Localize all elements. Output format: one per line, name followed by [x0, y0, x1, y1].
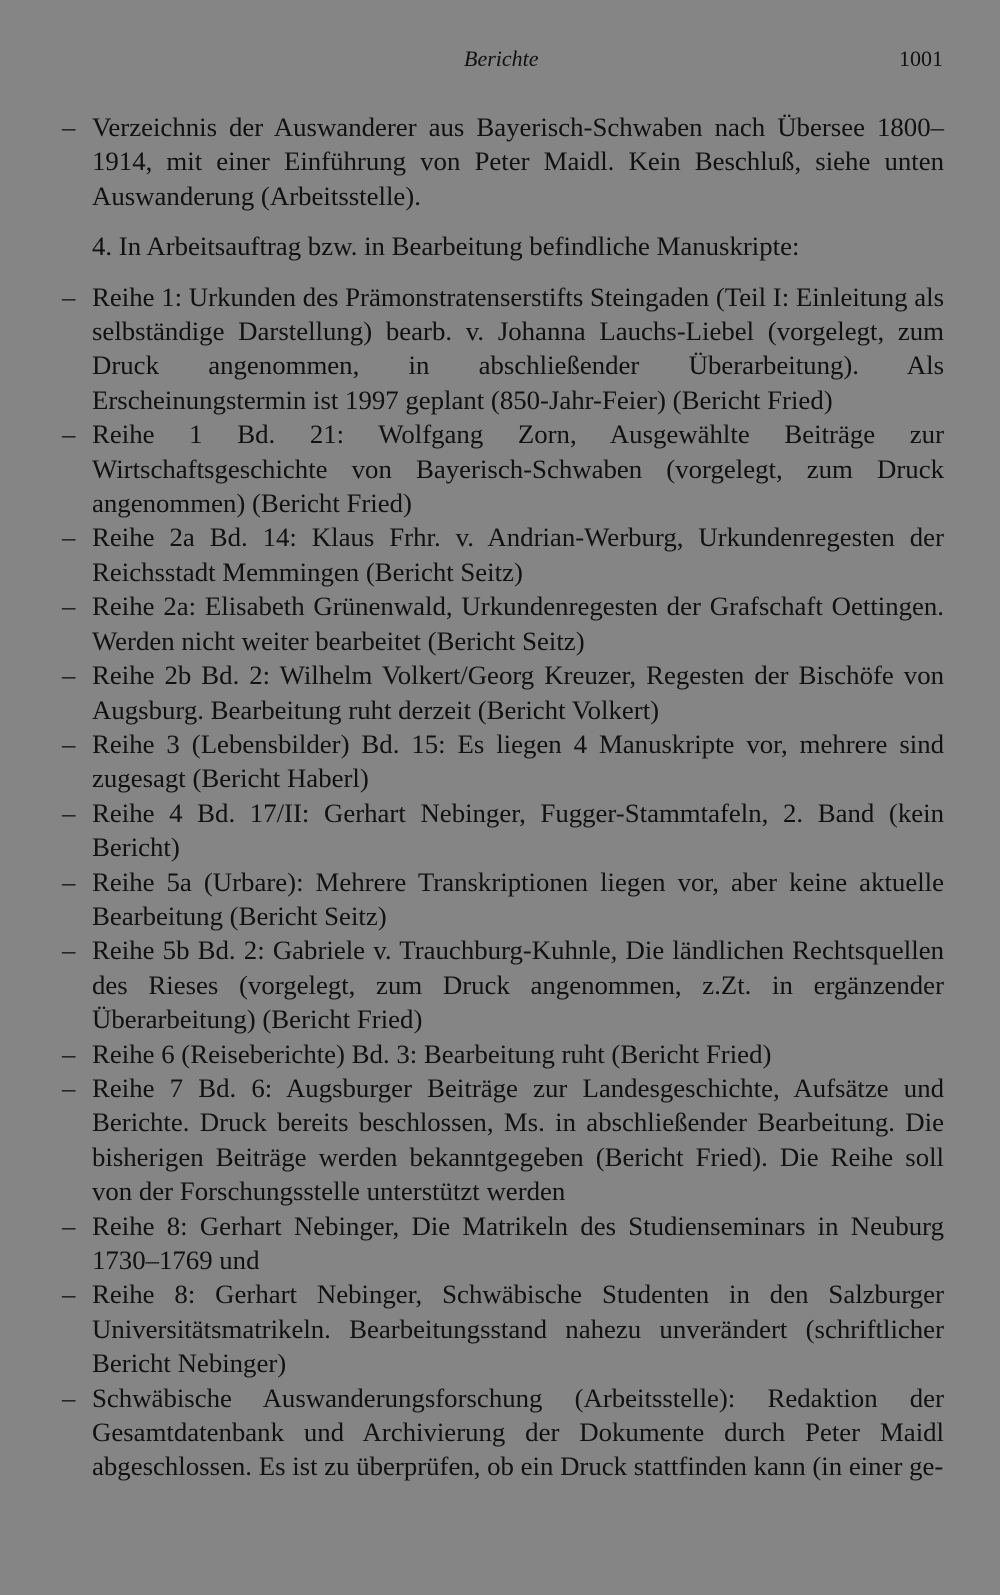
list-item-text: Reihe 2b Bd. 2: Wilhelm Volkert/Georg Kreuzer, Regesten der Bischöfe von Augsburg. Bearbeitung ruht derzeit (Bericht Volkert): [92, 660, 944, 725]
list-item: [60, 1381, 944, 1484]
document-body: [60, 110, 944, 1484]
dash-marker: –: [62, 419, 76, 450]
list-item-text: Schwäbische Auswanderungsforschung (Arbeitsstelle): Redaktion der Gesamtdatenbank und Archivierung der Dokumente durch Peter Maidl abgeschlossen. Es ist zu überprüfen, ob ein Druck stattfinden kann (in einer ge-: [92, 1382, 944, 1482]
dash-marker: –: [62, 797, 76, 828]
list-item: [60, 865, 944, 934]
page-number: 1001: [899, 46, 943, 71]
dash-marker: –: [62, 522, 76, 553]
list-item-auswanderer-verzeichnis: [60, 110, 944, 213]
section-heading: 4. In Arbeitsauftrag bzw. in Bearbeitung befindliche Manuskripte:: [92, 231, 800, 262]
list-item-text: Reihe 1: Urkunden des Prämonstratenserstifts Steingaden (Teil I: Einleitung als selbständige Darstellung) bearb. v. Johanna Lauchs-Liebel (vorgelegt, zum Druck angenommen, in abschließender Überarbeitung). Als Erscheinungstermin ist 1997 geplant (850-Jahr-Feier) (Bericht Fried): [92, 281, 944, 415]
list-item-text: Reihe 2a: Elisabeth Grünenwald, Urkundenregesten der Grafschaft Oettingen. Werden nicht weiter bearbeitet (Bericht Seitz): [92, 591, 944, 656]
list-item: [60, 1209, 944, 1278]
list-item-text: Reihe 5a (Urbare): Mehrere Transkriptionen liegen vor, aber keine aktuelle Bearbeitung (Bericht Seitz): [92, 866, 944, 931]
list-item-text: Reihe 8: Gerhart Nebinger, Schwäbische Studenten in den Salzburger Universitätsmatrikeln. Bearbeitungsstand nahezu unverändert (schriftlicher Bericht Nebinger): [92, 1279, 944, 1379]
list-item: [60, 727, 944, 796]
dash-marker: –: [62, 1072, 76, 1103]
dash-marker: –: [62, 112, 76, 142]
dash-marker: –: [62, 1279, 76, 1310]
list-item: [60, 1037, 944, 1071]
dash-marker: –: [62, 1210, 76, 1241]
list-item: [60, 520, 944, 589]
list-item-text: Reihe 3 (Lebensbilder) Bd. 15: Es liegen 4 Manuskripte vor, mehrere sind zugesagt (Bericht Haberl): [92, 728, 944, 794]
list-item-text: Reihe 1 Bd. 21: Wolfgang Zorn, Ausgewählte Beiträge zur Wirtschaftsgeschichte von Bayerisch-Schwaben (vorgelegt, zum Druck angenommen) (Bericht Fried): [92, 419, 944, 519]
list-item: [60, 417, 944, 520]
dash-marker: –: [62, 660, 76, 691]
list-item: [60, 1277, 944, 1380]
dash-marker: –: [62, 935, 76, 966]
list-item-text: Verzeichnis der Auswanderer aus Bayerisch-Schwaben nach Übersee 1800–1914, mit einer Einführung von Peter Maidl. Kein Beschluß, siehe unten Auswanderung (Arbeitsstelle).: [92, 112, 944, 211]
dash-marker: –: [62, 1382, 76, 1413]
running-head: [0, 46, 1000, 78]
dash-marker: –: [62, 728, 76, 759]
list-item: [60, 796, 944, 865]
list-item-text: Reihe 4 Bd. 17/II: Gerhart Nebinger, Fugger-Stammtafeln, 2. Band (kein Bericht): [92, 797, 944, 863]
list-item: [60, 658, 944, 727]
list-item-text: Reihe 7 Bd. 6: Augsburger Beiträge zur Landesgeschichte, Aufsätze und Berichte. Druck bereits beschlossen, Ms. in abschließender Bearbeitung. Die bisherigen Beiträge werden bekanntgegeben (Bericht Fried). Die Reihe soll von der Forschungsstelle unterstützt werden: [92, 1072, 944, 1207]
dash-marker: –: [62, 281, 76, 312]
manuscript-list: [60, 280, 944, 1484]
list-item-text: Reihe 2a Bd. 14: Klaus Frhr. v. Andrian-Werburg, Urkundenregesten der Reichsstadt Memmingen (Bericht Seitz): [92, 522, 944, 587]
list-item: [60, 589, 944, 658]
dash-marker: –: [62, 591, 76, 622]
list-item: [60, 1071, 944, 1209]
list-item-text: Reihe 5b Bd. 2: Gabriele v. Trauchburg-Kuhnle, Die ländlichen Rechtsquellen des Rieses (vorgelegt, zum Druck angenommen, z.Zt. in ergänzender Überarbeitung) (Bericht Fried): [92, 935, 944, 1035]
list-item-text: Reihe 8: Gerhart Nebinger, Die Matrikeln des Studienseminars in Neuburg 1730–1769 und: [92, 1210, 944, 1275]
list-item-text: Reihe 6 (Reiseberichte) Bd. 3: Bearbeitung ruht (Bericht Fried): [92, 1038, 772, 1069]
running-title: Berichte: [464, 46, 539, 71]
dash-marker: –: [62, 1038, 76, 1069]
dash-marker: –: [62, 866, 76, 897]
list-item: [60, 933, 944, 1036]
list-item: [60, 280, 944, 418]
